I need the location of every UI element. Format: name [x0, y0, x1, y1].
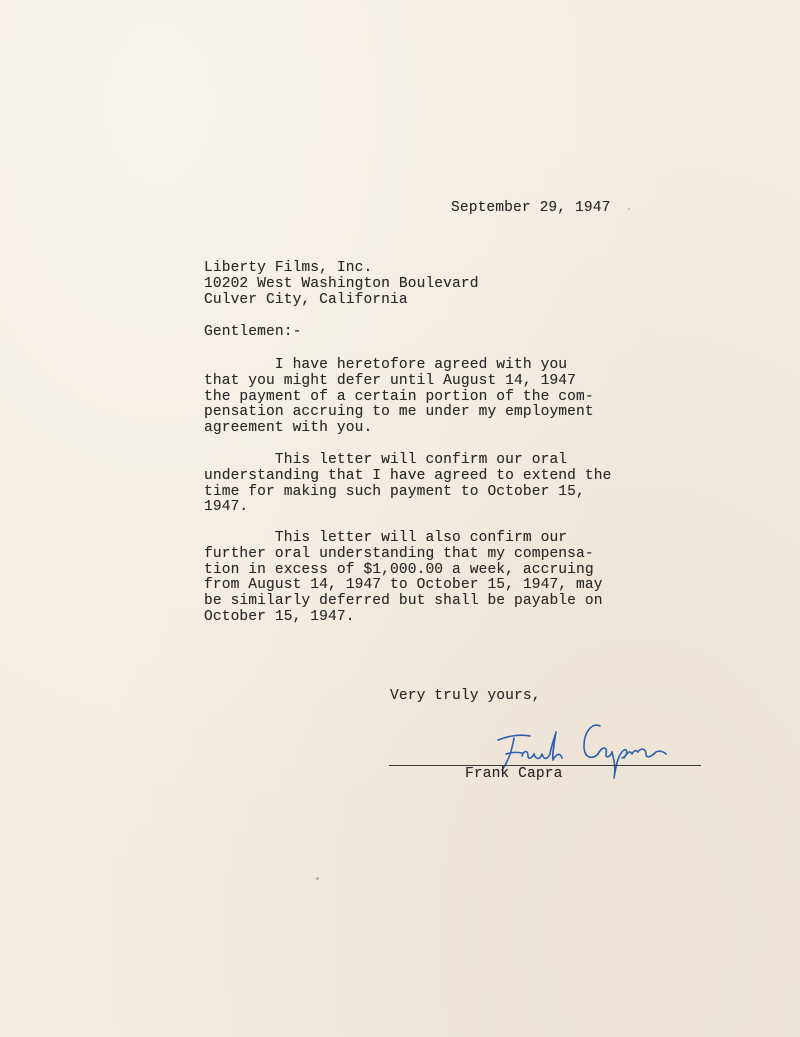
paragraph-line: tion in excess of $1,000.00 a week, accruing	[204, 561, 594, 578]
paragraph-1	[204, 358, 594, 437]
paper-speck	[316, 877, 319, 880]
paragraph-line: further oral understanding that my compensa-	[204, 545, 594, 562]
recipient-address	[204, 261, 479, 308]
paragraph-line: October 15, 1947.	[204, 608, 355, 625]
paragraph-line: time for making such payment to October 15,	[204, 483, 585, 500]
paragraph-2	[204, 453, 611, 516]
signer-name: Frank Capra	[465, 766, 563, 782]
paragraph-line: This letter will confirm our oral	[204, 452, 568, 468]
address-line: 10202 West Washington Boulevard	[204, 275, 479, 292]
paragraph-line: pensation accruing to me under my employment	[204, 404, 594, 421]
paper-speck	[628, 208, 630, 210]
paragraph-line: be similarly deferred but shall be payable on	[204, 593, 603, 610]
paragraph-line: understanding that I have agreed to extend the	[204, 467, 612, 484]
letter-date: September 29, 1947	[451, 200, 611, 216]
paragraph-line: I have heretofore agreed with you	[204, 357, 568, 373]
address-line: Culver City, California	[204, 291, 408, 308]
paragraph-line: agreement with you.	[204, 420, 373, 437]
paragraph-line: the payment of a certain portion of the com-	[204, 388, 594, 405]
paragraph-line: from August 14, 1947 to October 15, 1947, may	[204, 577, 603, 594]
salutation: Gentlemen:-	[204, 324, 302, 340]
paragraph-line: that you might defer until August 14, 1947	[204, 372, 577, 389]
address-line: Liberty Films, Inc.	[204, 260, 373, 276]
closing: Very truly yours,	[390, 688, 541, 704]
paragraph-line: This letter will also confirm our	[204, 530, 568, 546]
paragraph-line: 1947.	[204, 499, 249, 516]
paragraph-3	[204, 531, 603, 626]
